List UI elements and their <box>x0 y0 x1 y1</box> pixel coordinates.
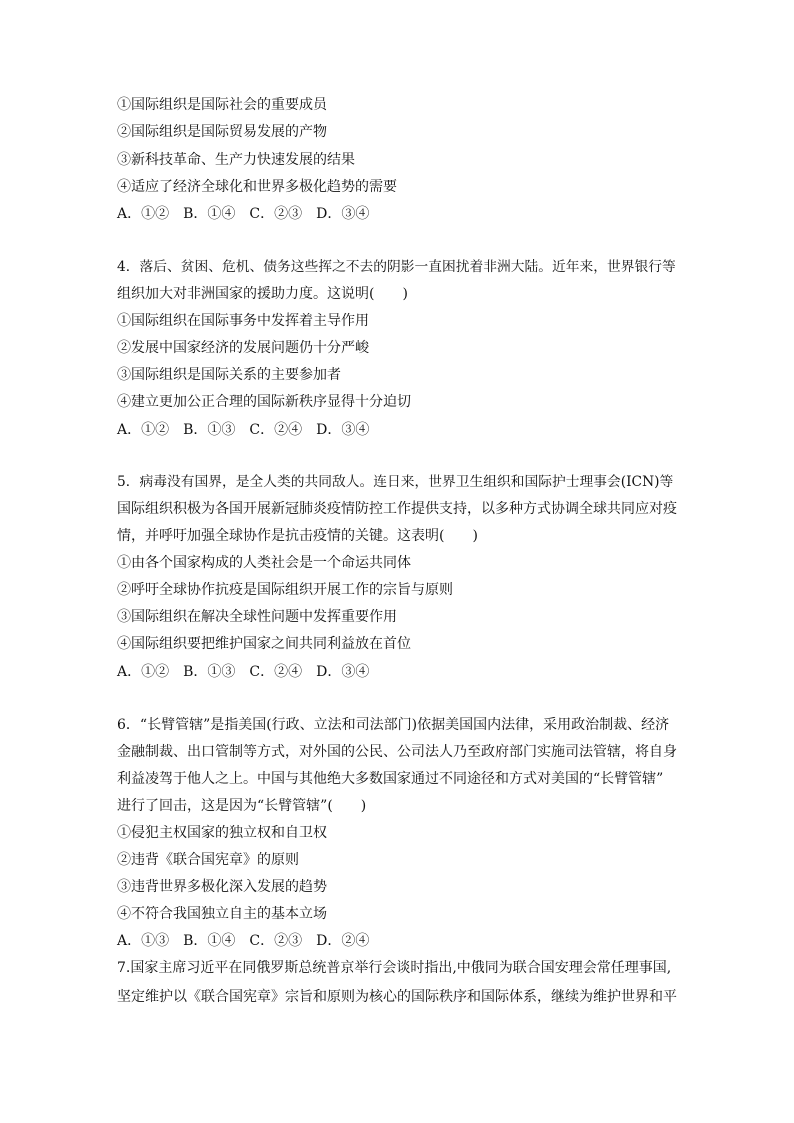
q4-option-2: ②发展中国家经济的发展问题仍十分严峻 <box>117 340 369 356</box>
q6-option-1: ①侵犯主权国家的独立权和自卫权 <box>117 825 327 841</box>
q4-stem-line-1: 4．落后、贫困、危机、债务这些挥之不去的阴影一直困扰着非洲大陆。近年来，世界银行等 <box>117 259 676 275</box>
q4-answer-choices: A．①② B．①③ C．②④ D．③④ <box>117 422 370 438</box>
q7-stem-line-1: 7.国家主席习近平在同俄罗斯总统普京举行会谈时指出,中俄同为联合国安理会常任理事国, <box>117 960 672 976</box>
q5-stem-line-2: 国际组织积极为各国开展新冠肺炎疫情防控工作提供支持，以多种方式协调全球共同应对疫 <box>117 501 677 517</box>
q3-option-1: ①国际组织是国际社会的重要成员 <box>117 97 327 113</box>
q3-option-4: ④适应了经济全球化和世界多极化趋势的需要 <box>117 179 397 195</box>
q4-option-3: ③国际组织是国际关系的主要参加者 <box>117 367 341 383</box>
q3-option-3: ③新科技革命、生产力快速发展的结果 <box>117 152 355 168</box>
q5-option-1: ①由各个国家构成的人类社会是一个命运共同体 <box>117 555 411 571</box>
q4-stem-line-2: 组织加大对非洲国家的援助力度。这说明( ) <box>117 286 408 302</box>
q6-stem-line-3: 利益凌驾于他人之上。中国与其他绝大多数国家通过不同途径和方式对美国的“长臂管辖” <box>117 771 664 787</box>
q3-option-2: ②国际组织是国际贸易发展的产物 <box>117 124 327 140</box>
q5-stem-line-3: 情，并呼吁加强全球协作是抗击疫情的关键。这表明( ) <box>117 528 478 544</box>
q6-answer-choices: A．①③ B．①④ C．②③ D．②④ <box>117 933 370 949</box>
q6-option-4: ④不符合我国独立自主的基本立场 <box>117 906 327 922</box>
q7-stem-line-2: 坚定维护以《联合国宪章》宗旨和原则为核心的国际秩序和国际体系，继续为维护世界和平 <box>117 989 677 1005</box>
q6-stem-line-2: 金融制裁、出口管制等方式，对外国的公民、公司法人乃至政府部门实施司法管辖，将自身 <box>117 744 677 760</box>
q6-stem-line-4: 进行了回击，这是因为“长臂管辖”( ) <box>117 798 367 814</box>
q5-option-2: ②呼吁全球协作抗疫是国际组织开展工作的宗旨与原则 <box>117 582 453 598</box>
q5-option-4: ④国际组织要把维护国家之间共同利益放在首位 <box>117 636 411 652</box>
q6-option-3: ③违背世界多极化深入发展的趋势 <box>117 879 327 895</box>
q5-option-3: ③国际组织在解决全球性问题中发挥重要作用 <box>117 609 397 625</box>
q3-answer-choices: A．①② B．①④ C．②③ D．③④ <box>117 206 370 222</box>
q5-stem-line-1: 5．病毒没有国界，是全人类的共同敌人。连日来，世界卫生组织和国际护士理事会(ICN)等 <box>117 474 674 490</box>
q6-stem-line-1: 6．“长臂管辖”是指美国(行政、立法和司法部门)依据美国国内法律，采用政治制裁、经济 <box>117 717 670 733</box>
q5-answer-choices: A．①② B．①③ C．②④ D．③④ <box>117 664 370 680</box>
q4-option-4: ④建立更加公正合理的国际新秩序显得十分迫切 <box>117 394 411 410</box>
q4-option-1: ①国际组织在国际事务中发挥着主导作用 <box>117 313 369 329</box>
q6-option-2: ②违背《联合国宪章》的原则 <box>117 852 299 868</box>
